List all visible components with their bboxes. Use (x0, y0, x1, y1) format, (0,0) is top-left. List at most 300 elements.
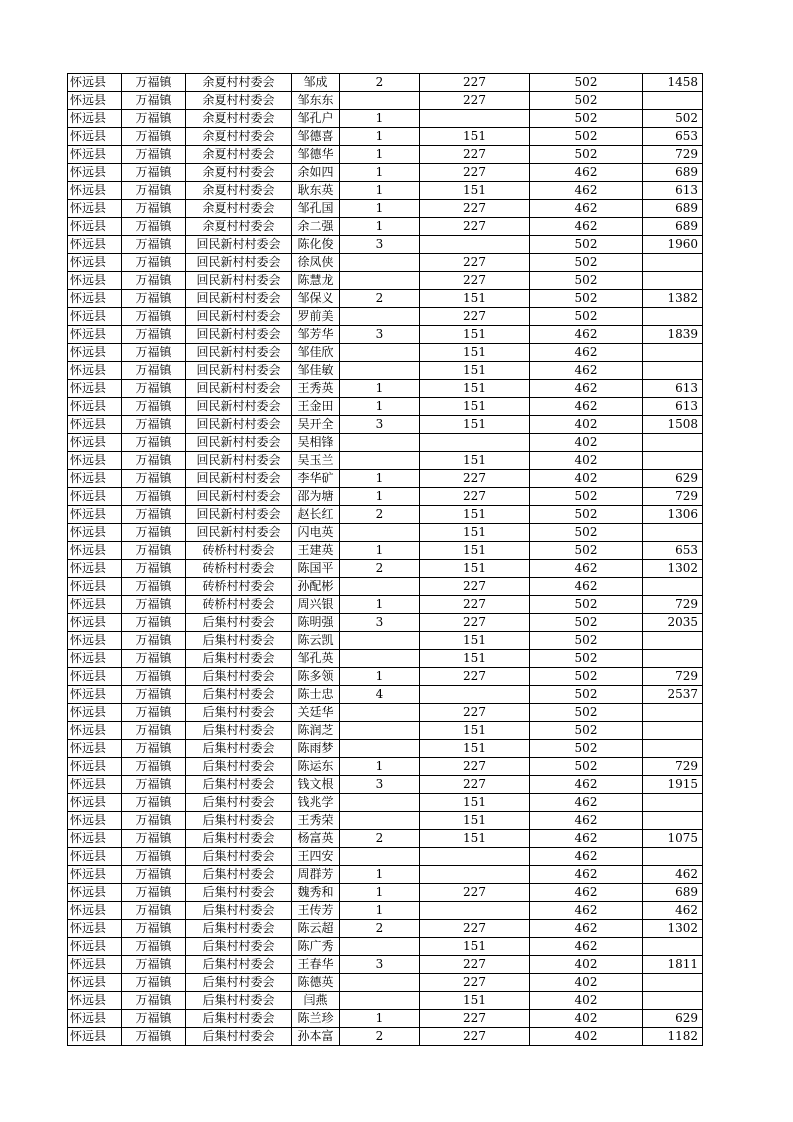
county-cell: 怀远县 (68, 956, 122, 974)
count-cell: 2 (340, 1028, 420, 1046)
county-cell: 怀远县 (68, 182, 122, 200)
count-cell: 3 (340, 776, 420, 794)
amount-a-cell (420, 902, 530, 920)
town-cell: 万福镇 (122, 830, 186, 848)
total-cell: 462 (643, 902, 703, 920)
name-cell: 邹德喜 (292, 128, 340, 146)
total-cell: 729 (643, 668, 703, 686)
amount-b-cell: 402 (530, 470, 643, 488)
name-cell: 陈明强 (292, 614, 340, 632)
amount-a-cell: 151 (420, 344, 530, 362)
village-cell: 回民新村村委会 (186, 254, 292, 272)
amount-a-cell: 227 (420, 974, 530, 992)
county-cell: 怀远县 (68, 74, 122, 92)
village-cell: 回民新村村委会 (186, 380, 292, 398)
amount-a-cell: 227 (420, 776, 530, 794)
village-cell: 后集村村委会 (186, 992, 292, 1010)
name-cell: 邹德华 (292, 146, 340, 164)
county-cell: 怀远县 (68, 164, 122, 182)
village-cell: 后集村村委会 (186, 722, 292, 740)
total-cell: 729 (643, 596, 703, 614)
name-cell: 吴相锋 (292, 434, 340, 452)
name-cell: 耿东英 (292, 182, 340, 200)
county-cell: 怀远县 (68, 902, 122, 920)
count-cell: 1 (340, 668, 420, 686)
amount-a-cell: 227 (420, 1028, 530, 1046)
table-row (68, 632, 703, 650)
town-cell: 万福镇 (122, 1010, 186, 1028)
village-cell: 后集村村委会 (186, 668, 292, 686)
name-cell: 邹佳敏 (292, 362, 340, 380)
county-cell: 怀远县 (68, 812, 122, 830)
town-cell: 万福镇 (122, 866, 186, 884)
table-row (68, 884, 703, 902)
name-cell: 闪电英 (292, 524, 340, 542)
town-cell: 万福镇 (122, 542, 186, 560)
total-cell: 613 (643, 380, 703, 398)
amount-a-cell: 227 (420, 308, 530, 326)
county-cell: 怀远县 (68, 146, 122, 164)
name-cell: 陈国平 (292, 560, 340, 578)
village-cell: 余夏村村委会 (186, 146, 292, 164)
village-cell: 余夏村村委会 (186, 110, 292, 128)
table-row (68, 182, 703, 200)
town-cell: 万福镇 (122, 758, 186, 776)
count-cell: 1 (340, 596, 420, 614)
town-cell: 万福镇 (122, 398, 186, 416)
town-cell: 万福镇 (122, 362, 186, 380)
name-cell: 吴玉兰 (292, 452, 340, 470)
county-cell: 怀远县 (68, 650, 122, 668)
count-cell (340, 848, 420, 866)
total-cell: 689 (643, 200, 703, 218)
name-cell: 邹佳欣 (292, 344, 340, 362)
county-cell: 怀远县 (68, 326, 122, 344)
table-row (68, 272, 703, 290)
county-cell: 怀远县 (68, 668, 122, 686)
total-cell: 1508 (643, 416, 703, 434)
village-cell: 后集村村委会 (186, 812, 292, 830)
village-cell: 回民新村村委会 (186, 524, 292, 542)
town-cell: 万福镇 (122, 956, 186, 974)
count-cell: 1 (340, 200, 420, 218)
count-cell (340, 812, 420, 830)
table-row (68, 704, 703, 722)
town-cell: 万福镇 (122, 380, 186, 398)
town-cell: 万福镇 (122, 902, 186, 920)
total-cell: 1915 (643, 776, 703, 794)
name-cell: 余如四 (292, 164, 340, 182)
table-row (68, 416, 703, 434)
amount-b-cell: 502 (530, 740, 643, 758)
village-cell: 后集村村委会 (186, 614, 292, 632)
amount-b-cell: 462 (530, 200, 643, 218)
amount-b-cell: 462 (530, 578, 643, 596)
count-cell: 1 (340, 866, 420, 884)
name-cell: 王春华 (292, 956, 340, 974)
total-cell: 1182 (643, 1028, 703, 1046)
count-cell (340, 632, 420, 650)
village-cell: 回民新村村委会 (186, 236, 292, 254)
amount-a-cell (420, 848, 530, 866)
total-cell (643, 362, 703, 380)
town-cell: 万福镇 (122, 974, 186, 992)
amount-a-cell (420, 236, 530, 254)
total-cell (643, 524, 703, 542)
town-cell: 万福镇 (122, 452, 186, 470)
name-cell: 王金田 (292, 398, 340, 416)
village-cell: 回民新村村委会 (186, 488, 292, 506)
town-cell: 万福镇 (122, 704, 186, 722)
town-cell: 万福镇 (122, 308, 186, 326)
amount-a-cell: 227 (420, 920, 530, 938)
amount-b-cell: 402 (530, 992, 643, 1010)
name-cell: 陈广秀 (292, 938, 340, 956)
amount-a-cell: 227 (420, 200, 530, 218)
name-cell: 关廷华 (292, 704, 340, 722)
name-cell: 陈化俊 (292, 236, 340, 254)
amount-a-cell: 151 (420, 362, 530, 380)
amount-b-cell: 502 (530, 614, 643, 632)
amount-a-cell: 227 (420, 254, 530, 272)
amount-b-cell: 502 (530, 722, 643, 740)
village-cell: 砖桥村村委会 (186, 542, 292, 560)
county-cell: 怀远县 (68, 218, 122, 236)
amount-a-cell (420, 434, 530, 452)
count-cell: 4 (340, 686, 420, 704)
table-row (68, 308, 703, 326)
total-cell: 462 (643, 866, 703, 884)
county-cell: 怀远县 (68, 722, 122, 740)
county-cell: 怀远县 (68, 920, 122, 938)
total-cell (643, 452, 703, 470)
town-cell: 万福镇 (122, 164, 186, 182)
count-cell: 1 (340, 128, 420, 146)
table-row (68, 542, 703, 560)
table-row (68, 146, 703, 164)
town-cell: 万福镇 (122, 92, 186, 110)
county-cell: 怀远县 (68, 416, 122, 434)
amount-b-cell: 502 (530, 704, 643, 722)
count-cell: 2 (340, 290, 420, 308)
village-cell: 回民新村村委会 (186, 308, 292, 326)
table-row (68, 74, 703, 92)
town-cell: 万福镇 (122, 794, 186, 812)
amount-b-cell: 502 (530, 542, 643, 560)
total-cell: 1302 (643, 920, 703, 938)
village-cell: 后集村村委会 (186, 974, 292, 992)
village-cell: 砖桥村村委会 (186, 560, 292, 578)
total-cell: 689 (643, 164, 703, 182)
county-cell: 怀远县 (68, 686, 122, 704)
village-cell: 后集村村委会 (186, 704, 292, 722)
town-cell: 万福镇 (122, 776, 186, 794)
count-cell: 1 (340, 470, 420, 488)
town-cell: 万福镇 (122, 182, 186, 200)
table-row (68, 596, 703, 614)
name-cell: 陈运东 (292, 758, 340, 776)
name-cell: 孙配彬 (292, 578, 340, 596)
amount-a-cell: 151 (420, 452, 530, 470)
name-cell: 闫燕 (292, 992, 340, 1010)
count-cell: 3 (340, 236, 420, 254)
name-cell: 陈慧龙 (292, 272, 340, 290)
count-cell: 3 (340, 956, 420, 974)
total-cell: 729 (643, 758, 703, 776)
amount-a-cell: 151 (420, 290, 530, 308)
table-row (68, 344, 703, 362)
table-row (68, 1010, 703, 1028)
village-cell: 余夏村村委会 (186, 200, 292, 218)
total-cell (643, 794, 703, 812)
town-cell: 万福镇 (122, 722, 186, 740)
amount-b-cell: 502 (530, 236, 643, 254)
amount-b-cell: 402 (530, 956, 643, 974)
amount-b-cell: 462 (530, 326, 643, 344)
table-row (68, 236, 703, 254)
table-row (68, 110, 703, 128)
amount-a-cell: 227 (420, 146, 530, 164)
county-cell: 怀远县 (68, 542, 122, 560)
amount-b-cell: 502 (530, 488, 643, 506)
amount-a-cell: 227 (420, 74, 530, 92)
total-cell (643, 254, 703, 272)
village-cell: 后集村村委会 (186, 830, 292, 848)
amount-a-cell: 151 (420, 722, 530, 740)
total-cell: 1382 (643, 290, 703, 308)
amount-a-cell: 227 (420, 596, 530, 614)
amount-b-cell: 402 (530, 452, 643, 470)
total-cell: 1839 (643, 326, 703, 344)
county-cell: 怀远县 (68, 704, 122, 722)
count-cell (340, 344, 420, 362)
total-cell (643, 578, 703, 596)
village-cell: 后集村村委会 (186, 632, 292, 650)
table-row (68, 92, 703, 110)
count-cell: 1 (340, 380, 420, 398)
name-cell: 罗前美 (292, 308, 340, 326)
amount-b-cell: 402 (530, 434, 643, 452)
village-cell: 砖桥村村委会 (186, 578, 292, 596)
village-cell: 砖桥村村委会 (186, 596, 292, 614)
county-cell: 怀远县 (68, 290, 122, 308)
count-cell (340, 650, 420, 668)
amount-b-cell: 502 (530, 92, 643, 110)
town-cell: 万福镇 (122, 524, 186, 542)
amount-a-cell (420, 866, 530, 884)
total-cell (643, 632, 703, 650)
table-row (68, 920, 703, 938)
total-cell (643, 272, 703, 290)
town-cell: 万福镇 (122, 578, 186, 596)
amount-b-cell: 502 (530, 506, 643, 524)
name-cell: 邹孔国 (292, 200, 340, 218)
total-cell: 729 (643, 146, 703, 164)
count-cell: 2 (340, 506, 420, 524)
county-cell: 怀远县 (68, 308, 122, 326)
town-cell: 万福镇 (122, 272, 186, 290)
name-cell: 魏秀和 (292, 884, 340, 902)
amount-b-cell: 462 (530, 380, 643, 398)
total-cell: 629 (643, 470, 703, 488)
table-row (68, 956, 703, 974)
amount-a-cell: 151 (420, 992, 530, 1010)
table-row (68, 758, 703, 776)
village-cell: 后集村村委会 (186, 866, 292, 884)
village-cell: 余夏村村委会 (186, 164, 292, 182)
town-cell: 万福镇 (122, 1028, 186, 1046)
amount-a-cell: 151 (420, 380, 530, 398)
name-cell: 邵为塘 (292, 488, 340, 506)
county-cell: 怀远县 (68, 470, 122, 488)
name-cell: 杨富英 (292, 830, 340, 848)
village-cell: 后集村村委会 (186, 794, 292, 812)
county-cell: 怀远县 (68, 560, 122, 578)
village-cell: 回民新村村委会 (186, 344, 292, 362)
name-cell: 王建英 (292, 542, 340, 560)
table-row (68, 398, 703, 416)
amount-b-cell: 402 (530, 416, 643, 434)
total-cell: 1306 (643, 506, 703, 524)
name-cell: 陈士忠 (292, 686, 340, 704)
table-row (68, 686, 703, 704)
county-cell: 怀远县 (68, 236, 122, 254)
county-cell: 怀远县 (68, 92, 122, 110)
count-cell: 1 (340, 182, 420, 200)
county-cell: 怀远县 (68, 614, 122, 632)
name-cell: 王秀荣 (292, 812, 340, 830)
amount-a-cell: 227 (420, 218, 530, 236)
county-cell: 怀远县 (68, 830, 122, 848)
name-cell: 邹孔户 (292, 110, 340, 128)
count-cell (340, 578, 420, 596)
name-cell: 陈润芝 (292, 722, 340, 740)
town-cell: 万福镇 (122, 236, 186, 254)
amount-b-cell: 502 (530, 74, 643, 92)
total-cell (643, 434, 703, 452)
count-cell (340, 308, 420, 326)
total-cell: 689 (643, 884, 703, 902)
count-cell (340, 272, 420, 290)
county-cell: 怀远县 (68, 524, 122, 542)
total-cell: 1075 (643, 830, 703, 848)
village-cell: 余夏村村委会 (186, 182, 292, 200)
name-cell: 邹成 (292, 74, 340, 92)
table-row (68, 164, 703, 182)
count-cell (340, 992, 420, 1010)
count-cell: 3 (340, 416, 420, 434)
county-cell: 怀远县 (68, 578, 122, 596)
county-cell: 怀远县 (68, 1010, 122, 1028)
table-row (68, 974, 703, 992)
amount-a-cell: 151 (420, 830, 530, 848)
name-cell: 陈德英 (292, 974, 340, 992)
count-cell (340, 524, 420, 542)
county-cell: 怀远县 (68, 506, 122, 524)
amount-b-cell: 502 (530, 686, 643, 704)
town-cell: 万福镇 (122, 920, 186, 938)
amount-a-cell: 227 (420, 470, 530, 488)
amount-b-cell: 462 (530, 884, 643, 902)
village-cell: 后集村村委会 (186, 650, 292, 668)
total-cell (643, 308, 703, 326)
village-cell: 后集村村委会 (186, 884, 292, 902)
count-cell: 1 (340, 110, 420, 128)
town-cell: 万福镇 (122, 254, 186, 272)
count-cell: 1 (340, 1010, 420, 1028)
table-row (68, 470, 703, 488)
count-cell (340, 254, 420, 272)
village-cell: 回民新村村委会 (186, 506, 292, 524)
county-cell: 怀远县 (68, 884, 122, 902)
table-row (68, 938, 703, 956)
total-cell (643, 812, 703, 830)
amount-a-cell: 227 (420, 704, 530, 722)
name-cell: 吴开全 (292, 416, 340, 434)
table-row (68, 326, 703, 344)
name-cell: 陈云超 (292, 920, 340, 938)
total-cell: 613 (643, 182, 703, 200)
town-cell: 万福镇 (122, 812, 186, 830)
county-cell: 怀远县 (68, 776, 122, 794)
amount-b-cell: 502 (530, 596, 643, 614)
total-cell (643, 740, 703, 758)
count-cell: 1 (340, 884, 420, 902)
table-row (68, 848, 703, 866)
total-cell (643, 650, 703, 668)
amount-b-cell: 402 (530, 1028, 643, 1046)
count-cell (340, 740, 420, 758)
count-cell: 3 (340, 326, 420, 344)
village-cell: 后集村村委会 (186, 902, 292, 920)
amount-a-cell: 227 (420, 164, 530, 182)
town-cell: 万福镇 (122, 128, 186, 146)
total-cell: 1960 (643, 236, 703, 254)
amount-b-cell: 462 (530, 344, 643, 362)
amount-a-cell (420, 686, 530, 704)
county-cell: 怀远县 (68, 398, 122, 416)
amount-b-cell: 502 (530, 308, 643, 326)
count-cell: 2 (340, 830, 420, 848)
amount-b-cell: 462 (530, 362, 643, 380)
county-cell: 怀远县 (68, 866, 122, 884)
table-row (68, 902, 703, 920)
name-cell: 钱文根 (292, 776, 340, 794)
village-cell: 回民新村村委会 (186, 326, 292, 344)
count-cell: 2 (340, 74, 420, 92)
count-cell: 2 (340, 560, 420, 578)
village-cell: 后集村村委会 (186, 1028, 292, 1046)
count-cell: 1 (340, 902, 420, 920)
town-cell: 万福镇 (122, 200, 186, 218)
village-cell: 后集村村委会 (186, 740, 292, 758)
total-cell: 1302 (643, 560, 703, 578)
amount-b-cell: 402 (530, 974, 643, 992)
table-row (68, 488, 703, 506)
amount-a-cell: 151 (420, 326, 530, 344)
total-cell: 1811 (643, 956, 703, 974)
town-cell: 万福镇 (122, 938, 186, 956)
county-cell: 怀远县 (68, 110, 122, 128)
table-row (68, 992, 703, 1010)
name-cell: 徐凤侠 (292, 254, 340, 272)
name-cell: 余二强 (292, 218, 340, 236)
town-cell: 万福镇 (122, 218, 186, 236)
count-cell: 1 (340, 164, 420, 182)
count-cell (340, 362, 420, 380)
table-row (68, 128, 703, 146)
amount-a-cell: 151 (420, 938, 530, 956)
